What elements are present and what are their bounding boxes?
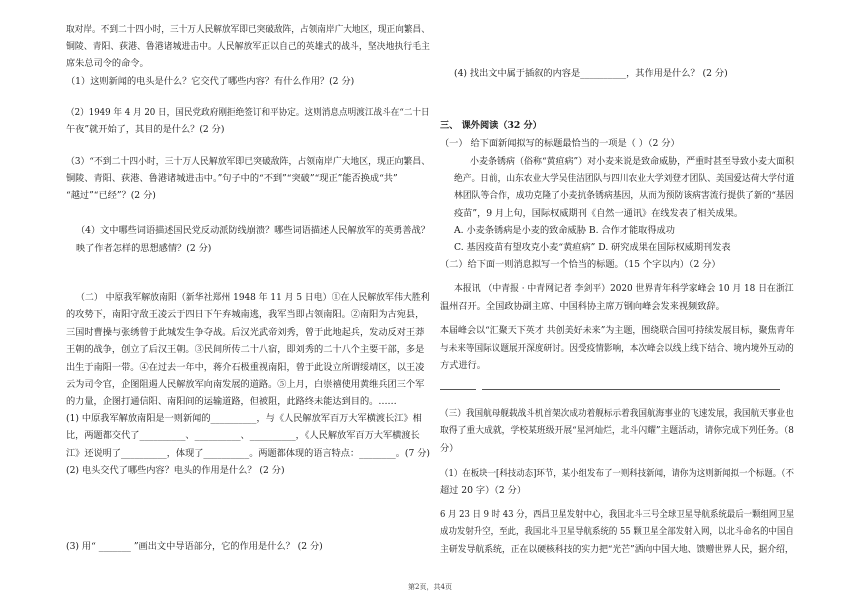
- sub-question: （1）在板块一[科技动态]环节，某小组发布了一则科技新闻，请你为这则新闻拟一个标题。（不: [440, 468, 794, 479]
- text-line: 映了作者怎样的思想感情？(2 分): [76, 243, 212, 254]
- question-3: （3）“不到二十四小时，三十万人民解放军即已突破敌阵，占领南岸广大地区，现正向繁昌、: [66, 156, 431, 167]
- option-line: C. 基因疫苗有望攻克小麦“黄疸病” D. 研究成果在国际权威期刊发表: [454, 242, 731, 253]
- question-3-3: （三）我国航母舰载战斗机首架次成功着舰标示着我国航海事业的飞速发展，我国航天事业也: [440, 408, 794, 419]
- text-line: 疫苗”，9 月上旬，国际权威期刊《自然一通讯》在线发表了相关成果。: [454, 208, 744, 219]
- question-4: （4）文中哪些词语描述国民党反动派防线崩溃？哪些词语描述人民解放军的英勇善战？: [76, 225, 430, 236]
- answer-line: [482, 389, 780, 390]
- text-line: 取对岸。不到二十四小时，三十万人民解放军即已突破敌阵，占领南岸广大地区，现正向繁昌、: [66, 24, 430, 35]
- news-paragraph: 6 月 23 日 9 时 43 分，西昌卫星发射中心，我国北斗三号全球卫星导航系统最后一颗组网卫星: [440, 509, 795, 520]
- text-line: 温州召开。全国政协副主席、中国科协主席万钢向峰会发来视频致辞。: [440, 301, 725, 312]
- text-line: “越过”“已经”？(2 分): [66, 190, 156, 201]
- answer-line: [440, 389, 476, 390]
- question-2-3: (3) 用“ _______ ”画出文中导语部分，它的作用是什么？ (2 分): [66, 541, 323, 552]
- question-2: （2）1949 年 4 月 20 日，国民党政府刚拒绝签订和平协定。这则消息点明渡江战斗在“二十日: [66, 107, 430, 118]
- text-line: 小麦条锈病（俗称“黄疸病”）对小麦来说是致命威胁，严重时甚至导致小麦大面积: [470, 156, 795, 167]
- text-line: 林团队等合作，成功克隆了小麦抗条锈病基因，从而为预防该病害流行提供了新的“基因: [454, 190, 794, 201]
- option-line: A. 小麦条锈病是小麦的致命威胁 B. 合作才能取得成功: [454, 225, 675, 236]
- question-1: （1）这则新闻的电头是什么？它交代了哪些内容？有什么作用？(2 分): [66, 76, 355, 87]
- text-line: 主研发导航系统，正在以硬核科技的实力把“光芒”洒向中国大地、馈赠世界人民，据介绍，: [440, 544, 794, 555]
- text-line: 王朝的战争，创立了后汉王朝。③民间所传二十八宿，即刘秀的二十八个主要干部，多是: [66, 344, 425, 355]
- text-line: 的力量，企图打通信阳、南阳间的运输道路，但被阻，此路终未能达到目的。……: [66, 396, 397, 407]
- text-line: 席朱总司令的命令。: [66, 58, 149, 69]
- text-line: 取得了重大成就，学校某班级开展“星河灿烂，北斗闪耀”主题活动，请你完成下列任务。（8: [440, 425, 794, 436]
- text-line: 铜陵、青阳、荻港、鲁港诸城进击中。”句子中的“不到”“突破”“现正”能否换成“共”: [66, 173, 398, 184]
- text-line: 出生于南阳一带。④在过去一年中，蒋介石极重视南阳，曾于此设立所谓绥靖区，以王凌: [66, 362, 425, 373]
- text-line: 分）: [440, 443, 459, 454]
- question-2-1: (1) 中原我军解放南阳是一则新闻的__________，与《人民解放军百万大军横渡长江》相: [66, 413, 422, 424]
- text-line: 三国时曹操与张绣曾于此城发生争夺战。后汉光武帝刘秀，曾于此地起兵，发动反对王莽: [66, 327, 425, 338]
- text-line: 铜陵、青阳、荻港、鲁港诸城进击中。人民解放军正以自己的英雄式的战斗，坚决地执行毛主: [66, 41, 430, 52]
- section-2-article: （二） 中原我军解放南阳（新华社郑州 1948 年 11 月 5 日电）①在人民解放军伟大胜利: [76, 292, 430, 303]
- text-line: 江》还说明了__________，体现了__________。两题都体现的语言特点：________。(7 分): [66, 448, 430, 459]
- text-line: 方式进行。: [440, 360, 486, 371]
- text-line: 成功发射升空，至此，我国北斗卫星导航系统的 55 颗卫星全部发射入网，以北斗命名的中国自: [440, 526, 794, 537]
- text-line: 云为司令官，企图阻遏人民解放军向南发展的道路。⑤上月，白崇禧使用黄维兵团三个军: [66, 379, 425, 390]
- question-2-4: (4) 找出文中属于插叙的内容是__________，其作用是什么？ (2 分): [454, 68, 728, 79]
- question-3-2: （二）给下面一则消息拟写一个恰当的标题。（15 个字以内）（2 分）: [440, 259, 721, 270]
- question-2-2: (2) 电头交代了哪些内容？电头的作用是什么？ (2 分): [66, 465, 285, 476]
- text-line: 与未来等国际议题展开深度研讨。因受疫情影响，本次峰会以线上线下结合、境内境外互动的: [440, 343, 794, 354]
- text-line: 绝产。日前，山东农业大学吴佳洁团队与四川农业大学刘登才团队、美国爱达荷大学付道: [454, 173, 795, 184]
- page-number: 第2页，共4页: [408, 583, 452, 591]
- news-paragraph: 本届峰会以“汇聚天下英才 共创美好未来”为主题，围绕联合国可持续发展目标，聚焦青年: [440, 325, 795, 336]
- news-paragraph: 本报讯 （中青报 · 中青网记者 李剑平）2020 世界青年科学家峰会 10 月 18 日在浙江: [454, 283, 794, 294]
- text-line: 午夜”就开始了，其目的是什么？(2 分): [66, 124, 225, 135]
- question-3-1: （一） 给下面新闻拟写的标题最恰当的一项是（ ）（2 分）: [440, 138, 680, 149]
- text-line: 的攻势下，南阳守敌王凌云于四日下午弃城南逃，我军当即占领南阳。②南阳为古宛县，: [66, 309, 425, 320]
- section-heading: 三、 课外阅读（32 分）: [440, 120, 542, 131]
- text-line: 超过 20 字）（2 分）: [440, 485, 527, 496]
- text-line: 比，两题都交代了__________、__________、__________，《人民解放军百万大军横渡长: [66, 430, 420, 441]
